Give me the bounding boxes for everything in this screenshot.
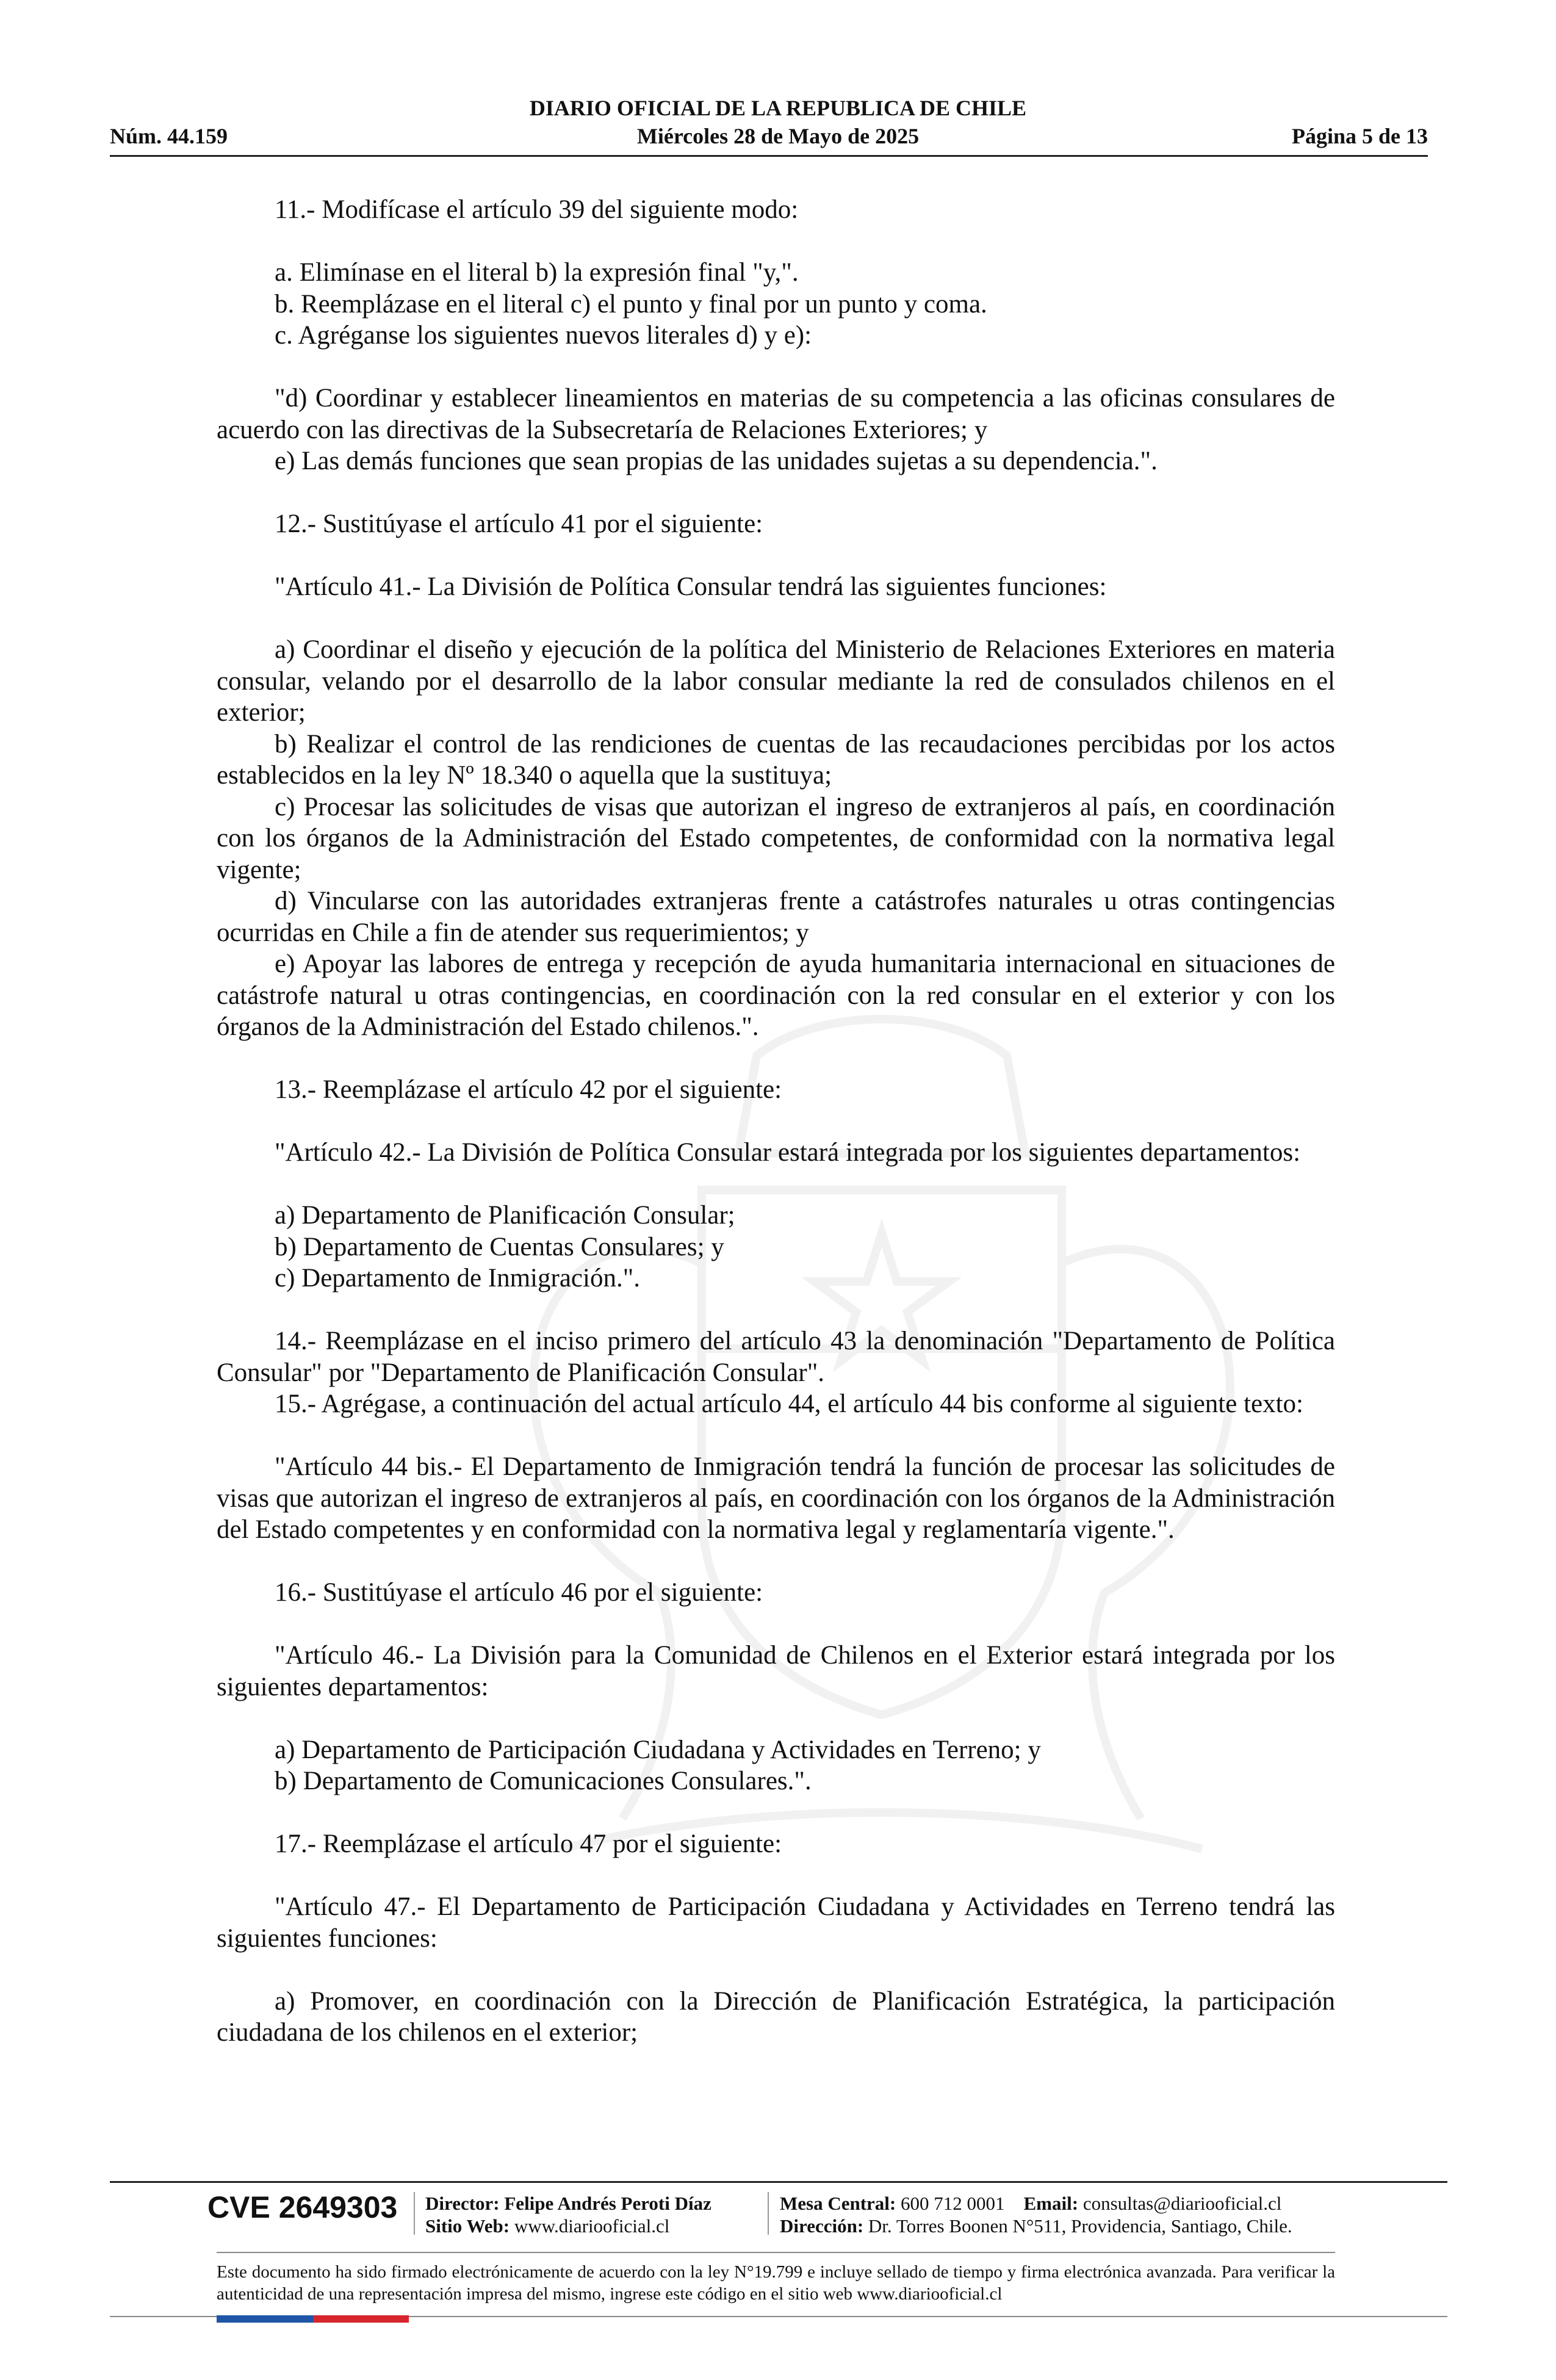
phone-label: Mesa Central: — [780, 2193, 896, 2214]
website-line — [425, 2215, 711, 2237]
paragraph: 11.- Modifícase el artículo 39 del siguiente modo: — [275, 195, 799, 224]
paragraph: 12.- Sustitúyase el artículo 41 por el siguiente: — [275, 510, 763, 538]
email-label: Email: — [1023, 2193, 1079, 2214]
footer-divider-mid — [217, 2252, 1335, 2253]
header-divider — [110, 155, 1428, 157]
paragraph: c) Procesar las solicitudes de visas que autorizan el ingreso de extranjeros al país, en coordinación con los órganos de la Administración del Estado competentes, de conformidad con la normativa legal vigente; — [217, 792, 1335, 884]
flag-blue-band — [217, 2315, 313, 2323]
website-label: Sitio Web: — [425, 2215, 510, 2237]
footer-separator — [768, 2192, 769, 2235]
paragraph: a. Elimínase en el literal b) la expresión final "y,". — [275, 258, 799, 287]
issue-date: Miércoles 28 de Mayo de 2025 — [636, 124, 920, 148]
director-label: Director: — [425, 2193, 500, 2214]
paragraph: b) Realizar el control de las rendiciones de cuentas de las recaudaciones percibidas por los actos establecidos en la ley Nº 18.340 o aquella que la sustituya; — [217, 729, 1335, 790]
footer-contact-block — [780, 2192, 1292, 2237]
phone-value: 600 712 0001 — [901, 2193, 1005, 2214]
paragraph: e) Apoyar las labores de entrega y recepción de ayuda humanitaria internacional en situaciones de catástrofe natural u otras contingencias, en coordinación con la red consular en el exterior y con los órganos de la Administración del Estado chilenos.". — [217, 950, 1335, 1041]
journal-title: DIARIO OFICIAL DE LA REPUBLICA DE CHILE — [529, 96, 1027, 120]
cve-code: CVE 2649303 — [207, 2190, 398, 2224]
paragraph: "Artículo 42.- La División de Política Consular estará integrada por los siguientes departamentos: — [275, 1138, 1301, 1167]
paragraph: "Artículo 44 bis.- El Departamento de Inmigración tendrá la función de procesar las solicitudes de visas que autorizan el ingreso de extranjeros al país, en coordinación con los órganos de la Administración del Estado competentes y en conformidad con la normativa legal y reglamentaría vigente.". — [217, 1452, 1335, 1544]
flag-stripe — [217, 2315, 409, 2323]
paragraph: b. Reemplázase en el literal c) el punto y final por un punto y coma. — [275, 289, 987, 319]
paragraph: 17.- Reemplázase el artículo 47 por el siguiente: — [275, 1830, 782, 1858]
footer-director-block — [425, 2192, 711, 2237]
address-label: Dirección: — [780, 2215, 864, 2237]
address-line — [780, 2215, 1292, 2237]
paragraph: c. Agréganse los siguientes nuevos literales d) y e): — [275, 321, 812, 350]
website-link[interactable]: www.diariooficial.cl — [514, 2215, 670, 2237]
paragraph: a) Coordinar el diseño y ejecución de la política del Ministerio de Relaciones Exteriores en materia consular, velando por el desarrollo de la labor consular mediante la red de consulados chilenos en el exterior; — [217, 635, 1335, 727]
paragraph: b) Departamento de Comunicaciones Consulares.". — [275, 1767, 812, 1795]
director-name: Felipe Andrés Peroti Díaz — [504, 2193, 711, 2214]
paragraph: 14.- Reemplázase en el inciso primero del artículo 43 la denominación "Departamento de Política Consular" por "Departamento de Planificación Consular". — [217, 1327, 1335, 1387]
paragraph: a) Promover, en coordinación con la Dirección de Planificación Estratégica, la participación ciudadana de los chilenos en el exterior; — [217, 1986, 1335, 2047]
footer-separator — [414, 2192, 415, 2235]
paragraph: 13.- Reemplázase el artículo 42 por el siguiente: — [275, 1075, 782, 1104]
paragraph: b) Departamento de Cuentas Consulares; y — [275, 1232, 724, 1261]
address-value: Dr. Torres Boonen N°511, Providencia, Santiago, Chile. — [868, 2215, 1292, 2237]
page-number: Página 5 de 13 — [1291, 124, 1428, 148]
signature-note: Este documento ha sido firmado electrónicamente de acuerdo con la ley N°19.799 e incluye sellado de tiempo y firma electrónica avanzada. Para verificar la autenticidad de una representación impresa del mismo, ingrese este código en el sitio web www.diariooficial.cl — [217, 2262, 1335, 2304]
issue-number: Núm. 44.159 — [110, 124, 228, 148]
flag-red-band — [313, 2315, 409, 2323]
paragraph: 15.- Agrégase, a continuación del actual artículo 44, el artículo 44 bis conforme al siguiente texto: — [275, 1390, 1304, 1418]
paragraph: "Artículo 41.- La División de Política Consular tendrá las siguientes funciones: — [275, 572, 1107, 601]
paragraph: d) Vincularse con las autoridades extranjeras frente a catástrofes naturales u otras contingencias ocurridas en Chile a fin de atender sus requerimientos; y — [217, 887, 1335, 947]
director-line — [425, 2192, 711, 2215]
paragraph: "Artículo 47.- El Departamento de Participación Ciudadana y Actividades en Terreno tendrá las siguientes funciones: — [217, 1892, 1335, 1953]
paragraph: a) Departamento de Participación Ciudadana y Actividades en Terreno; y — [275, 1735, 1041, 1764]
paragraph: "Artículo 46.- La División para la Comunidad de Chilenos en el Exterior estará integrada por los siguientes departamentos: — [217, 1641, 1335, 1701]
contact-line — [780, 2192, 1292, 2215]
paragraph: 16.- Sustitúyase el artículo 46 por el siguiente: — [275, 1578, 763, 1607]
document-body — [217, 194, 1335, 2049]
paragraph: e) Las demás funciones que sean propias de las unidades sujetas a su dependencia.". — [275, 447, 1158, 475]
email-link[interactable]: consultas@diariooficial.cl — [1082, 2193, 1282, 2214]
paragraph: a) Departamento de Planificación Consular; — [275, 1201, 735, 1230]
footer-divider-top — [110, 2181, 1447, 2183]
paragraph: c) Departamento de Inmigración.". — [275, 1264, 640, 1293]
paragraph: "d) Coordinar y establecer lineamientos en materias de su competencia a las oficinas consulares de acuerdo con las directivas de la Subsecretaría de Relaciones Exteriores; y — [217, 384, 1335, 444]
